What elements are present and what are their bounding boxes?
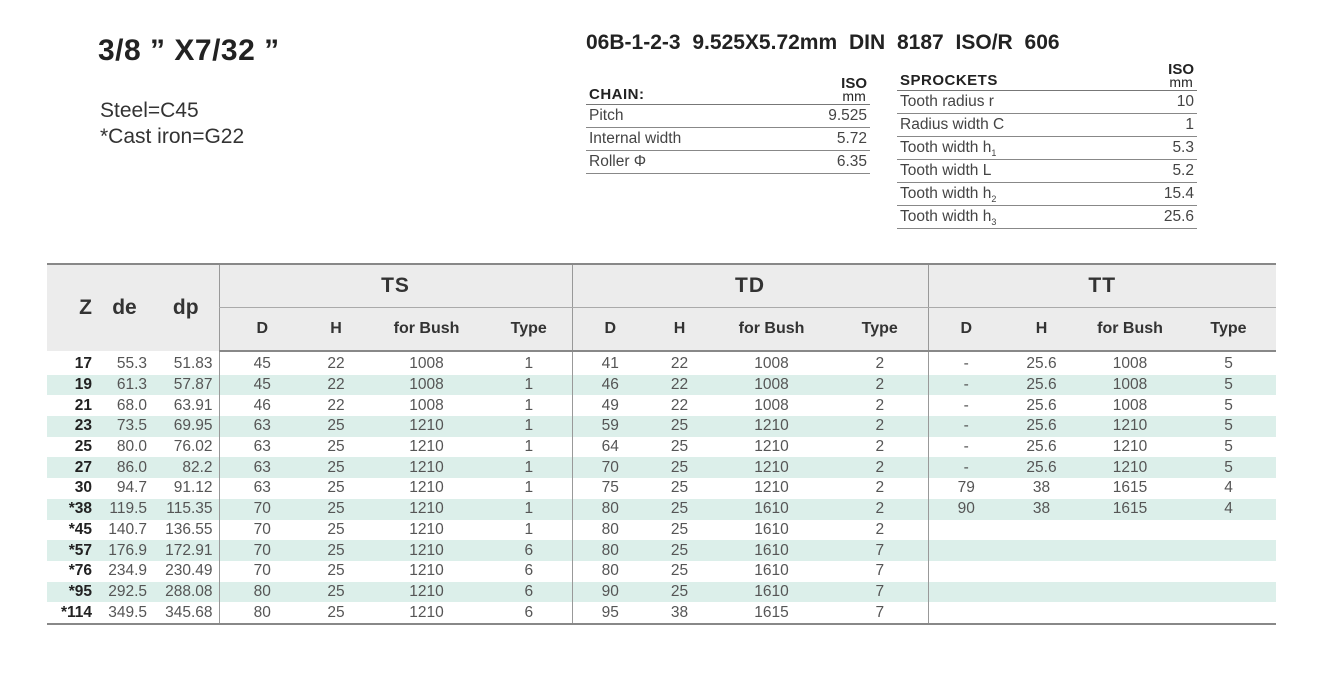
cell-td-type: 7	[875, 562, 885, 580]
cell-td-d: 90	[572, 582, 648, 603]
cell-td-bush: 1008	[711, 375, 832, 396]
cell-tt-type: 5	[1224, 355, 1233, 373]
cell-ts-d: 63	[219, 437, 305, 458]
cell-tt-h	[1004, 520, 1079, 541]
cell-dp: 230.49	[165, 562, 213, 580]
cell-td-d: 64	[572, 437, 648, 458]
cell-td-type: 2	[875, 438, 885, 456]
sprocket-param-name: Radius width C	[900, 116, 1005, 133]
cell-ts-d: 80	[219, 602, 305, 624]
chain-row	[586, 151, 870, 174]
col-dp-header: dp	[153, 264, 219, 351]
cell-de: 94.7	[116, 479, 147, 497]
cell-ts-d: 80	[219, 582, 305, 603]
td-type-header: Type	[832, 308, 928, 352]
cell-td-h: 25	[670, 479, 689, 497]
cell-de: 61.3	[96, 375, 153, 396]
sprocket-param	[900, 114, 1004, 136]
cell-tt-d	[928, 602, 1004, 624]
cell-td-bush: 1615	[711, 602, 832, 624]
chain-param-name: Pitch	[589, 107, 624, 124]
sprockets-unit-label: mm	[1169, 74, 1193, 90]
sprocket-param-value: 10	[1176, 93, 1194, 110]
cell-tt-h	[1004, 582, 1079, 603]
sprocket-param-subscript: 1	[991, 148, 997, 159]
cell-td-d: 80	[572, 561, 648, 582]
cell-td-type: 2	[832, 416, 928, 437]
cell-td-type: 2	[875, 520, 885, 538]
sprocket-param-value: 25.6	[1163, 208, 1194, 225]
cell-td-bush: 1210	[711, 457, 832, 478]
cell-ts-h: 25	[327, 438, 345, 456]
cell-td-h: 25	[648, 416, 711, 437]
material-steel: Steel=C45	[100, 99, 199, 122]
chain-table	[586, 72, 870, 174]
cell-dp: 82.2	[153, 457, 219, 478]
sprocket-param-name: Tooth width h	[900, 208, 992, 225]
cell-ts-bush: 1008	[409, 396, 444, 414]
cell-tt-bush: 1210	[1079, 457, 1181, 478]
cell-td-type: 2	[875, 396, 885, 414]
cell-tt-h	[1004, 540, 1079, 561]
cell-de: 349.5	[96, 602, 153, 624]
cell-ts-h: 25	[305, 457, 367, 478]
cell-de: 140.7	[108, 520, 147, 538]
table-row	[47, 561, 1276, 582]
cell-td-h: 25	[670, 438, 689, 456]
cell-td-h: 38	[648, 602, 711, 624]
cell-tt-h: 25.6	[1004, 375, 1079, 396]
cell-tt-bush	[1079, 602, 1181, 624]
cell-ts-bush: 1210	[409, 438, 444, 456]
cell-td-bush: 1008	[754, 396, 789, 414]
cell-ts-d: 63	[219, 416, 305, 437]
chain-unit-label: mm	[842, 88, 866, 104]
cell-tt-type: 4	[1181, 499, 1276, 520]
cell-ts-type: 1	[486, 457, 572, 478]
table-row	[47, 375, 1276, 396]
cell-ts-type: 1	[486, 375, 572, 396]
cell-tt-h: 38	[1004, 499, 1079, 520]
cell-ts-h: 25	[305, 416, 367, 437]
sprockets-label: SPROCKETS	[900, 72, 998, 89]
cell-dp: 57.87	[153, 375, 219, 396]
cell-tt-h: 25.6	[1026, 396, 1057, 414]
cell-tt-bush: 1008	[1112, 396, 1148, 414]
cell-tt-type: 5	[1181, 375, 1276, 396]
cell-td-type: 2	[875, 355, 885, 373]
cell-tt-d: -	[928, 395, 1004, 416]
cell-td-h: 25	[648, 457, 711, 478]
cell-z: 30	[74, 479, 92, 497]
cell-ts-d: 63	[219, 457, 305, 478]
cell-ts-type: 6	[486, 540, 572, 561]
chain-iso-unit	[841, 77, 867, 103]
cell-ts-type: 1	[524, 438, 534, 456]
cell-tt-d: -	[928, 375, 1004, 396]
cell-td-type: 2	[832, 375, 928, 396]
ts-d-header: D	[219, 308, 305, 352]
cell-ts-bush: 1210	[367, 602, 486, 624]
table-row	[47, 582, 1276, 603]
cell-dp: 136.55	[165, 520, 213, 538]
cell-ts-d: 45	[219, 375, 305, 396]
table-row	[47, 395, 1276, 416]
chain-iso-label: ISO	[841, 75, 867, 92]
cell-tt-type: 5	[1224, 396, 1233, 414]
sprocket-row	[897, 114, 1197, 137]
cell-de: 68.0	[116, 396, 147, 414]
cell-tt-bush: 1008	[1112, 355, 1148, 373]
table-row	[47, 499, 1276, 520]
table-row	[47, 540, 1276, 561]
sprocket-param	[900, 206, 996, 228]
sprocket-param-value: 5.3	[1172, 139, 1194, 156]
cell-td-type: 2	[832, 457, 928, 478]
cell-tt-h: 25.6	[1026, 438, 1057, 456]
cell-tt-bush	[1079, 582, 1181, 603]
cell-td-d: 80	[572, 499, 648, 520]
tt-h-header: H	[1004, 308, 1079, 352]
cell-ts-bush: 1008	[367, 375, 486, 396]
cell-tt-h: 25.6	[1004, 457, 1079, 478]
sprockets-table-header	[897, 56, 1197, 91]
cell-tt-d	[928, 582, 1004, 603]
sprocket-row	[897, 137, 1197, 160]
cell-ts-bush: 1210	[409, 479, 444, 497]
ts-type-header: Type	[486, 308, 572, 352]
cell-td-d: 75	[572, 478, 648, 499]
chain-param-value: 6.35	[836, 153, 867, 170]
cell-z: *95	[47, 582, 96, 603]
cell-tt-bush: 1210	[1112, 438, 1148, 456]
cell-z: *38	[47, 499, 96, 520]
cell-ts-h: 25	[305, 582, 367, 603]
cell-dp: 63.91	[173, 396, 213, 414]
sprocket-row	[897, 91, 1197, 114]
cell-z: *57	[47, 540, 96, 561]
cell-dp: 91.12	[173, 479, 213, 497]
table-row	[47, 520, 1276, 541]
td-d-header: D	[572, 308, 648, 352]
cell-ts-h: 22	[305, 375, 367, 396]
cell-ts-bush: 1210	[409, 562, 444, 580]
cell-ts-type: 6	[486, 602, 572, 624]
cell-de: 55.3	[116, 354, 147, 372]
cell-ts-bush: 1210	[409, 520, 444, 538]
cell-ts-d: 63	[219, 478, 305, 499]
sprocket-param-subscript: 3	[991, 217, 997, 228]
cell-tt-type	[1181, 602, 1276, 624]
cell-de: 119.5	[96, 499, 153, 520]
cell-de: 176.9	[96, 540, 153, 561]
cell-tt-d	[928, 520, 1004, 541]
material-info	[100, 98, 244, 150]
cell-td-d: 49	[572, 395, 648, 416]
tt-bush-header: for Bush	[1079, 308, 1181, 352]
cell-ts-d: 70	[219, 540, 305, 561]
sprocket-param	[900, 137, 996, 159]
cell-tt-bush	[1079, 520, 1181, 541]
cell-tt-d	[928, 561, 1004, 582]
cell-ts-d: 46	[219, 395, 305, 416]
sprocket-row	[897, 160, 1197, 183]
ts-bush-header: for Bush	[367, 308, 486, 352]
cell-td-bush: 1008	[754, 355, 789, 373]
sprocket-param-value: 5.2	[1172, 162, 1194, 179]
cell-ts-h: 25	[305, 499, 367, 520]
chain-param-value: 5.72	[836, 130, 867, 147]
cell-ts-d: 70	[219, 520, 305, 541]
cell-ts-d: 70	[219, 499, 305, 520]
cell-tt-bush: 1210	[1079, 416, 1181, 437]
cell-td-h: 22	[670, 396, 689, 414]
cell-ts-bush: 1210	[367, 540, 486, 561]
cell-td-bush: 1610	[711, 582, 832, 603]
cell-de: 80.0	[116, 438, 147, 456]
sprocket-param-name: Tooth radius r	[900, 93, 994, 110]
page-title: 3/8 ” X7/32 ”	[98, 34, 280, 67]
table-row	[47, 457, 1276, 478]
cell-td-h: 25	[648, 540, 711, 561]
chain-table-header	[586, 72, 870, 105]
cell-tt-type	[1181, 582, 1276, 603]
cell-tt-bush: 1008	[1079, 375, 1181, 396]
cell-td-h: 25	[670, 562, 689, 580]
cell-ts-h: 22	[327, 355, 345, 373]
cell-td-bush: 1210	[754, 479, 789, 497]
cell-tt-type	[1181, 561, 1276, 582]
cell-td-h: 25	[670, 520, 689, 538]
cell-td-h: 22	[670, 355, 689, 373]
table-row	[47, 602, 1276, 624]
sprocket-param-value: 1	[1185, 116, 1194, 133]
cell-td-bush: 1210	[754, 438, 789, 456]
cell-ts-type: 6	[486, 582, 572, 603]
cell-tt-bush	[1079, 540, 1181, 561]
cell-dp: 288.08	[153, 582, 219, 603]
cell-tt-type	[1181, 520, 1276, 541]
cell-td-type: 2	[875, 479, 885, 497]
cell-tt-d: -	[928, 351, 1004, 375]
cell-td-bush: 1210	[711, 416, 832, 437]
col-de-header: de	[96, 264, 153, 351]
chain-label: CHAIN:	[589, 86, 645, 103]
sprocket-param-value: 15.4	[1163, 185, 1194, 202]
table-row	[47, 437, 1276, 458]
sprockets-table	[897, 56, 1197, 229]
cell-dp: 51.83	[173, 354, 213, 372]
cell-tt-h	[1004, 602, 1079, 624]
cell-dp: 345.68	[153, 602, 219, 624]
sprockets-iso-unit	[1168, 63, 1194, 89]
cell-td-bush: 1610	[754, 562, 789, 580]
cell-ts-h: 25	[327, 562, 345, 580]
table-row	[47, 416, 1276, 437]
table-row	[47, 351, 1276, 375]
cell-tt-h: 25.6	[1026, 355, 1057, 373]
cell-td-type: 7	[832, 602, 928, 624]
cell-td-d: 80	[572, 520, 648, 541]
td-bush-header: for Bush	[711, 308, 832, 352]
chain-spec-line: 06B-1-2-3 9.525X5.72mm DIN 8187 ISO/R 606	[586, 31, 1060, 54]
cell-ts-d: 70	[219, 561, 305, 582]
tt-d-header: D	[928, 308, 1004, 352]
cell-td-type: 2	[832, 499, 928, 520]
cell-td-type: 7	[832, 540, 928, 561]
cell-ts-type: 1	[524, 396, 534, 414]
cell-tt-d	[928, 540, 1004, 561]
sprocket-param	[900, 183, 996, 205]
cell-dp: 115.35	[153, 499, 219, 520]
cell-ts-h: 25	[305, 602, 367, 624]
group-tt-header: TT	[928, 264, 1276, 308]
cell-ts-type: 1	[486, 416, 572, 437]
cell-tt-type: 5	[1181, 457, 1276, 478]
sprocket-dimension-table	[47, 263, 1276, 625]
cell-tt-d: 79	[928, 478, 1004, 499]
cell-tt-h: 38	[1032, 479, 1051, 497]
tt-type-header: Type	[1181, 308, 1276, 352]
sprocket-param-name: Tooth width h	[900, 139, 992, 156]
cell-td-bush: 1610	[754, 520, 789, 538]
cell-tt-type: 4	[1224, 479, 1233, 497]
cell-td-bush: 1610	[711, 499, 832, 520]
cell-tt-type: 5	[1224, 438, 1233, 456]
cell-ts-bush: 1210	[367, 582, 486, 603]
cell-td-d: 41	[572, 351, 648, 375]
cell-tt-h: 25.6	[1004, 416, 1079, 437]
group-td-header: TD	[572, 264, 928, 308]
cell-de: 86.0	[96, 457, 153, 478]
sprocket-row	[897, 183, 1197, 206]
cell-ts-type: 1	[524, 479, 534, 497]
cell-dp: 69.95	[153, 416, 219, 437]
cell-ts-bush: 1008	[409, 355, 444, 373]
cell-z: *45	[68, 520, 92, 538]
cell-tt-d: -	[928, 437, 1004, 458]
cell-tt-d: 90	[928, 499, 1004, 520]
sprocket-param-subscript: 2	[991, 194, 997, 205]
cell-z: 19	[47, 375, 96, 396]
cell-dp: 172.91	[153, 540, 219, 561]
col-z-header: Z	[47, 264, 96, 351]
cell-td-d: 95	[572, 602, 648, 624]
cell-ts-bush: 1210	[367, 457, 486, 478]
cell-de: 73.5	[96, 416, 153, 437]
cell-z: 27	[47, 457, 96, 478]
cell-td-d: 80	[572, 540, 648, 561]
cell-tt-h	[1004, 561, 1079, 582]
cell-td-d: 46	[572, 375, 648, 396]
chain-row	[586, 105, 870, 128]
cell-tt-bush: 1615	[1112, 479, 1148, 497]
cell-ts-h: 22	[327, 396, 345, 414]
cell-ts-type: 1	[524, 355, 534, 373]
cell-tt-type: 5	[1181, 416, 1276, 437]
cell-ts-h: 25	[327, 479, 345, 497]
cell-ts-type: 1	[524, 520, 534, 538]
chain-param-value: 9.525	[828, 107, 867, 124]
cell-ts-d: 45	[219, 351, 305, 375]
cell-z: 23	[47, 416, 96, 437]
cell-ts-h: 25	[327, 520, 345, 538]
cell-ts-bush: 1210	[367, 499, 486, 520]
group-ts-header: TS	[219, 264, 572, 308]
cell-td-d: 59	[572, 416, 648, 437]
cell-ts-bush: 1210	[367, 416, 486, 437]
cell-de: 234.9	[108, 562, 147, 580]
sprocket-param	[900, 160, 991, 182]
sprockets-iso-label: ISO	[1168, 61, 1194, 78]
cell-z: *114	[47, 602, 96, 624]
cell-z: 25	[74, 438, 92, 456]
cell-td-h: 25	[648, 582, 711, 603]
cell-td-type: 7	[832, 582, 928, 603]
chain-param-name: Roller Φ	[589, 153, 647, 170]
cell-tt-d: -	[928, 457, 1004, 478]
cell-de: 292.5	[96, 582, 153, 603]
cell-tt-bush	[1079, 561, 1181, 582]
cell-ts-type: 6	[524, 562, 534, 580]
sprocket-param-name: Tooth width L	[900, 162, 992, 179]
sprocket-param-name: Tooth width h	[900, 185, 992, 202]
sprocket-param	[900, 91, 994, 113]
td-h-header: H	[648, 308, 711, 352]
cell-tt-type	[1181, 540, 1276, 561]
cell-td-h: 25	[648, 499, 711, 520]
cell-ts-h: 25	[305, 540, 367, 561]
cell-tt-d: -	[928, 416, 1004, 437]
cell-td-h: 22	[648, 375, 711, 396]
ts-h-header: H	[305, 308, 367, 352]
sprocket-row	[897, 206, 1197, 229]
cell-z: 21	[74, 396, 92, 414]
chain-row	[586, 128, 870, 151]
cell-z: *76	[68, 562, 92, 580]
material-cast-iron: *Cast iron=G22	[100, 125, 245, 148]
cell-z: 17	[74, 354, 92, 372]
cell-ts-type: 1	[486, 499, 572, 520]
cell-dp: 76.02	[173, 438, 213, 456]
table-row	[47, 478, 1276, 499]
cell-tt-bush: 1615	[1079, 499, 1181, 520]
chain-param-name: Internal width	[589, 130, 682, 147]
cell-td-d: 70	[572, 457, 648, 478]
cell-td-bush: 1610	[711, 540, 832, 561]
